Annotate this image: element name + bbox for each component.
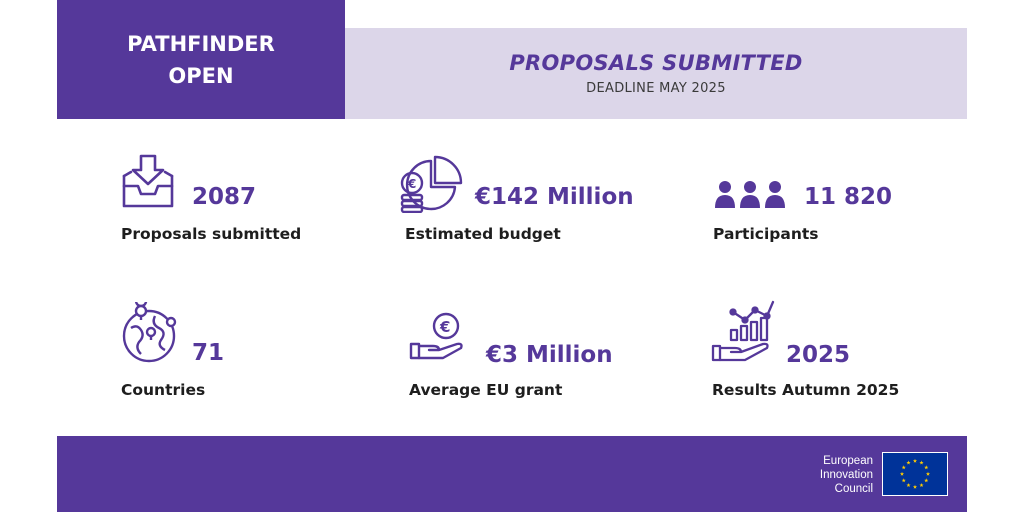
- stat-label: Results Autumn 2025: [712, 381, 900, 399]
- pie-chart-coins-icon: [399, 153, 467, 213]
- stat-label: Average EU grant: [409, 381, 563, 399]
- infographic-card: [57, 0, 967, 512]
- hand-euro-coin-icon: [409, 312, 471, 362]
- stat-value: €142 Million: [475, 184, 634, 210]
- eu-flag-icon: [882, 452, 948, 496]
- eic-line2: Innovation: [819, 469, 873, 481]
- stat-label: Countries: [121, 381, 206, 399]
- footer-bar: [57, 436, 967, 512]
- inbox-download-icon: [121, 152, 175, 210]
- stat-label: Participants: [713, 225, 819, 243]
- eic-logo-text: [803, 454, 873, 496]
- stat-label: Proposals submitted: [121, 225, 302, 243]
- stat-value: 11 820: [804, 184, 893, 210]
- eic-line3: Council: [834, 483, 873, 495]
- program-name-line1: PATHFINDER: [127, 31, 275, 56]
- people-group-icon: [713, 180, 787, 210]
- stat-value: 2087: [192, 184, 257, 210]
- stat-label: Estimated budget: [405, 225, 561, 243]
- header-program-block: [57, 0, 345, 119]
- stat-value: €3 Million: [486, 342, 613, 368]
- stat-value: 71: [192, 340, 225, 366]
- deadline-subtitle: DEADLINE MAY 2025: [586, 81, 726, 96]
- svg-text:€: €: [440, 318, 451, 336]
- program-name-line2: OPEN: [168, 63, 234, 88]
- globe-pins-icon: [121, 302, 181, 364]
- page-title: PROPOSALS SUBMITTED: [509, 51, 803, 75]
- stat-value: 2025: [786, 342, 851, 368]
- eic-line1: European: [823, 455, 873, 467]
- header-title-block: [345, 28, 967, 119]
- hand-growth-chart-icon: [711, 300, 777, 366]
- svg-text:€: €: [408, 177, 417, 191]
